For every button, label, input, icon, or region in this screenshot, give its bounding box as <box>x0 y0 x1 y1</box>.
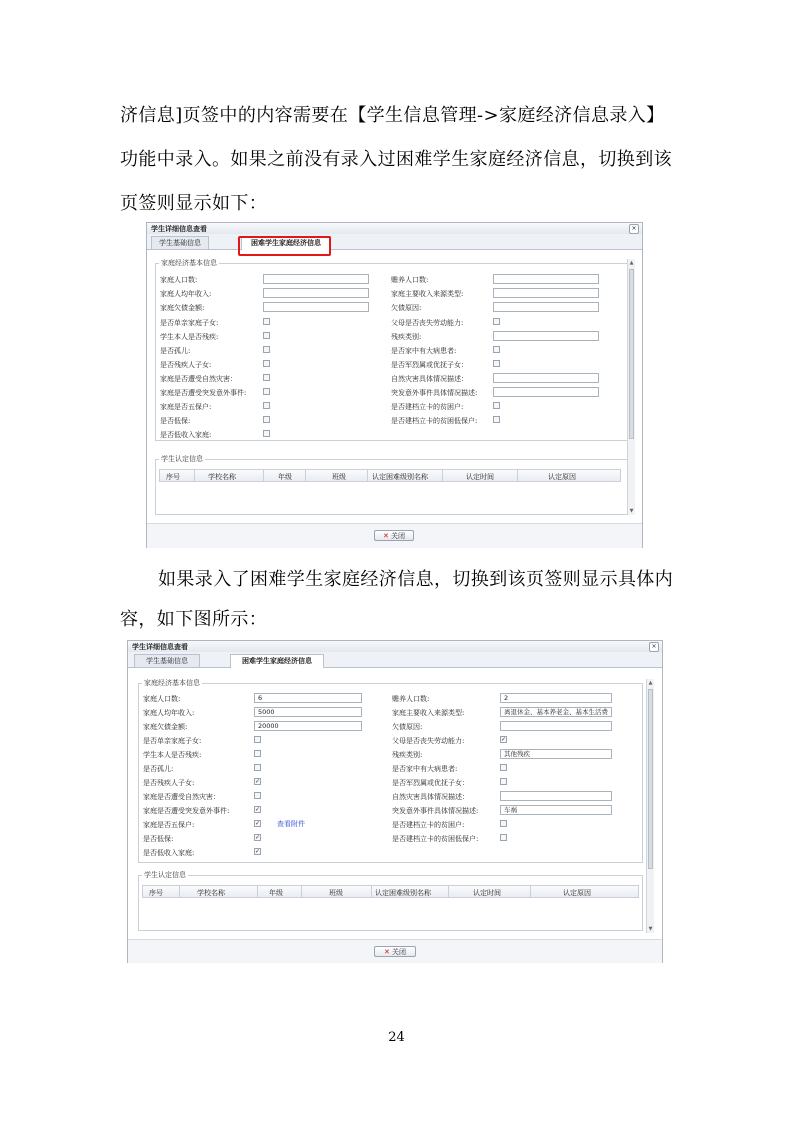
dialog-filled-screenshot <box>127 640 663 963</box>
view-attachment-link[interactable]: 查看附件 <box>277 820 305 828</box>
tab-basic-info[interactable]: 学生基础信息 <box>134 654 200 667</box>
col-reason: 认定原因 <box>563 889 591 897</box>
col-index: 序号 <box>166 473 180 481</box>
fieldset-cert <box>155 459 629 515</box>
label-disabled-parent-child: 是否残疾人子女: <box>160 361 212 369</box>
page-number: 24 <box>388 1030 405 1045</box>
close-button-icon: ✕ <box>383 948 390 956</box>
disaster-detail-input[interactable] <box>500 791 612 801</box>
label-accident-detail: 突发意外事件具体情况描述: <box>392 807 479 815</box>
col-school: 学校名称 <box>197 889 225 897</box>
col-index: 序号 <box>149 889 163 897</box>
fieldset-cert-legend: 学生认定信息 <box>161 455 203 463</box>
scroll-thumb[interactable] <box>648 689 653 869</box>
disaster-detail-input[interactable] <box>493 373 599 383</box>
dialog-title: 学生详细信息查看 <box>151 225 207 233</box>
tab-bar <box>147 234 642 250</box>
family-debt-input[interactable]: 20000 <box>254 721 362 731</box>
label-disability-type: 残疾类别: <box>392 751 423 759</box>
family-debt-input[interactable] <box>263 302 369 312</box>
label-dependents: 赡养人口数: <box>391 276 429 284</box>
martyr-child-checkbox[interactable] <box>500 778 507 785</box>
col-level: 认定困难级别名称 <box>375 889 431 897</box>
label-family-population: 家庭人口数: <box>143 695 181 703</box>
label-serious-illness: 是否家中有大病患者: <box>392 765 458 773</box>
label-family-population: 家庭人口数: <box>160 276 198 284</box>
income-source-input[interactable]: 离退休金、基本养老金、基本生活费 <box>500 707 612 717</box>
disability-type-input[interactable]: 其他残疾 <box>500 749 612 759</box>
parent-lost-labor-checkbox[interactable]: ✓ <box>501 736 507 743</box>
label-low-income-family: 是否低收入家庭: <box>160 431 212 439</box>
label-accident-detail: 突发意外事件具体情况描述: <box>391 389 478 397</box>
label-student-disabled: 学生本人是否残疾: <box>160 333 219 341</box>
label-debt-reason: 欠债原因: <box>391 304 422 312</box>
label-debt-reason: 欠债原因: <box>392 723 423 731</box>
tab-basic-info[interactable]: 学生基础信息 <box>151 236 209 249</box>
label-disabled-parent-child: 是否残疾人子女: <box>143 779 195 787</box>
low-income-family-checkbox[interactable] <box>263 430 270 437</box>
label-natural-disaster: 家庭是否遭受自然灾害： <box>143 793 220 801</box>
martyr-child-checkbox[interactable] <box>493 360 500 367</box>
natural-disaster-checkbox[interactable] <box>254 792 261 799</box>
single-parent-checkbox[interactable] <box>254 736 261 743</box>
vertical-scrollbar[interactable] <box>627 259 635 515</box>
col-time: 认定时间 <box>466 473 494 481</box>
serious-illness-checkbox[interactable] <box>493 346 500 353</box>
label-poverty-low-income: 是否建档立卡的贫困低保户: <box>392 835 479 843</box>
orphan-checkbox[interactable] <box>263 346 270 353</box>
single-parent-checkbox[interactable] <box>263 318 270 325</box>
poverty-registered-checkbox[interactable] <box>493 402 500 409</box>
label-poverty-registered: 是否建档立卡的贫困户: <box>392 821 465 829</box>
close-button-label: 关闭 <box>391 532 406 540</box>
debt-reason-input[interactable] <box>500 721 612 731</box>
label-accident: 家庭是否遭受突发意外事件: <box>143 807 230 815</box>
tab-bar <box>128 652 662 668</box>
label-orphan: 是否孤儿: <box>160 347 191 355</box>
label-single-parent: 是否单亲家庭子女: <box>160 319 219 327</box>
paragraph-1-line-1: 济信息]页签中的内容需要在【学生信息管理->家庭经济信息录入】 <box>120 105 665 126</box>
close-button-label: 关闭 <box>392 948 407 956</box>
disability-type-input[interactable] <box>493 331 599 341</box>
label-poverty-low-income: 是否建档立卡的贫困低保户: <box>391 417 478 425</box>
label-natural-disaster: 家庭是否遭受自然灾害： <box>160 375 237 383</box>
scroll-down-icon[interactable]: ▼ <box>648 926 653 932</box>
orphan-checkbox[interactable] <box>254 764 261 771</box>
debt-reason-input[interactable] <box>493 302 599 312</box>
label-five-guarantee: 家庭是否五保户: <box>160 403 212 411</box>
accident-detail-input[interactable]: 车祸 <box>500 805 612 815</box>
col-level: 认定困难级别名称 <box>372 473 428 481</box>
label-orphan: 是否孤儿: <box>143 765 174 773</box>
label-parent-lost-labor: 父母是否丧失劳动能力: <box>392 737 465 745</box>
low-income-guarantee-checkbox[interactable] <box>263 416 270 423</box>
accident-checkbox[interactable] <box>263 388 270 395</box>
col-class: 班级 <box>332 473 346 481</box>
disabled-parent-child-checkbox[interactable] <box>263 360 270 367</box>
label-income-source: 家庭主要收入来源类型: <box>392 709 465 717</box>
close-button-icon: ✕ <box>382 532 389 540</box>
scroll-up-icon[interactable]: ▲ <box>629 260 634 266</box>
scroll-down-icon[interactable]: ▼ <box>629 508 634 514</box>
tab-economy-info[interactable]: 困难学生家庭经济信息 <box>230 654 324 668</box>
dependents-input[interactable] <box>493 274 599 284</box>
serious-illness-checkbox[interactable] <box>500 764 507 771</box>
dialog-title: 学生详细信息查看 <box>132 643 188 651</box>
fieldset-cert-legend: 学生认定信息 <box>144 871 186 879</box>
col-time: 认定时间 <box>473 889 501 897</box>
five-guarantee-checkbox[interactable] <box>263 402 270 409</box>
col-grade: 年级 <box>269 889 283 897</box>
low-income-guarantee-checkbox[interactable]: ✓ <box>255 834 261 841</box>
accident-detail-input[interactable] <box>493 387 599 397</box>
fieldset-cert <box>138 875 643 931</box>
label-income-source: 家庭主要收入来源类型: <box>391 290 464 298</box>
poverty-low-income-checkbox[interactable] <box>493 416 500 423</box>
income-source-input[interactable] <box>493 288 599 298</box>
label-parent-lost-labor: 父母是否丧失劳动能力: <box>391 319 464 327</box>
label-disaster-detail: 自然灾害具体情况描述： <box>391 375 468 383</box>
label-per-capita-income: 家庭人均年收入: <box>143 709 195 717</box>
cert-grid-header <box>159 469 621 482</box>
label-disaster-detail: 自然灾害具体情况描述： <box>392 793 469 801</box>
close-icon[interactable]: × <box>649 642 659 652</box>
close-button[interactable] <box>374 530 414 541</box>
parent-lost-labor-checkbox[interactable] <box>493 318 500 325</box>
label-poverty-registered: 是否建档立卡的贫困户: <box>391 403 464 411</box>
label-martyr-child: 是否军烈属或优抚子女： <box>392 779 469 787</box>
student-disabled-checkbox[interactable] <box>254 750 261 757</box>
close-icon[interactable]: × <box>629 224 639 234</box>
paragraph-1-line-2: 功能中录入。如果之前没有录入过困难学生家庭经济信息，切换到该 <box>120 149 672 170</box>
label-single-parent: 是否单亲家庭子女: <box>143 737 202 745</box>
label-family-debt: 家庭欠债金额: <box>160 304 205 312</box>
label-dependents: 赡养人口数: <box>392 695 430 703</box>
vertical-scrollbar[interactable] <box>646 679 654 933</box>
poverty-low-income-checkbox[interactable] <box>500 834 507 841</box>
paragraph-2-line-1: 如果录入了困难学生家庭经济信息，切换到该页签则显示具体内 <box>158 569 674 590</box>
dialog-empty-screenshot <box>146 222 643 548</box>
cert-grid-header <box>142 885 639 898</box>
accident-checkbox[interactable]: ✓ <box>255 806 261 813</box>
scroll-thumb[interactable] <box>629 269 634 439</box>
paragraph-2-line-2: 容，如下图所示： <box>120 609 268 630</box>
per-capita-income-input[interactable]: 5000 <box>254 707 362 717</box>
label-per-capita-income: 家庭人均年收入: <box>160 290 212 298</box>
label-low-income-guarantee: 是否低保: <box>160 417 191 425</box>
tab-economy-info[interactable]: 困难学生家庭经济信息 <box>241 236 331 250</box>
family-population-input[interactable] <box>263 274 369 284</box>
col-grade: 年级 <box>278 473 292 481</box>
col-reason: 认定原因 <box>548 473 576 481</box>
col-class: 班级 <box>329 889 343 897</box>
label-five-guarantee: 家庭是否五保户: <box>143 821 195 829</box>
scroll-up-icon[interactable]: ▲ <box>648 680 653 686</box>
fieldset-basic-legend: 家庭经济基本信息 <box>144 679 200 687</box>
label-serious-illness: 是否家中有大病患者: <box>391 347 457 355</box>
close-button[interactable] <box>374 946 416 957</box>
label-accident: 家庭是否遭受突发意外事件: <box>160 389 247 397</box>
label-low-income-guarantee: 是否低保: <box>143 835 174 843</box>
disabled-parent-child-checkbox[interactable]: ✓ <box>255 778 261 785</box>
highlight-box <box>238 236 331 256</box>
fieldset-basic-legend: 家庭经济基本信息 <box>161 259 217 267</box>
poverty-registered-checkbox[interactable] <box>500 820 507 827</box>
per-capita-income-input[interactable] <box>263 288 369 298</box>
label-student-disabled: 学生本人是否残疾: <box>143 751 202 759</box>
dependents-input[interactable]: 2 <box>500 693 612 703</box>
family-population-input[interactable]: 6 <box>254 693 362 703</box>
five-guarantee-checkbox[interactable]: ✓ <box>255 820 261 827</box>
label-family-debt: 家庭欠债金额: <box>143 723 188 731</box>
student-disabled-checkbox[interactable] <box>263 332 270 339</box>
label-martyr-child: 是否军烈属或优抚子女： <box>391 361 468 369</box>
low-income-family-checkbox[interactable]: ✓ <box>255 848 261 855</box>
natural-disaster-checkbox[interactable] <box>263 374 270 381</box>
label-low-income-family: 是否低收入家庭: <box>143 849 195 857</box>
paragraph-1-line-3: 页签则显示如下： <box>120 193 268 214</box>
col-school: 学校名称 <box>208 473 236 481</box>
label-disability-type: 残疾类别: <box>391 333 422 341</box>
